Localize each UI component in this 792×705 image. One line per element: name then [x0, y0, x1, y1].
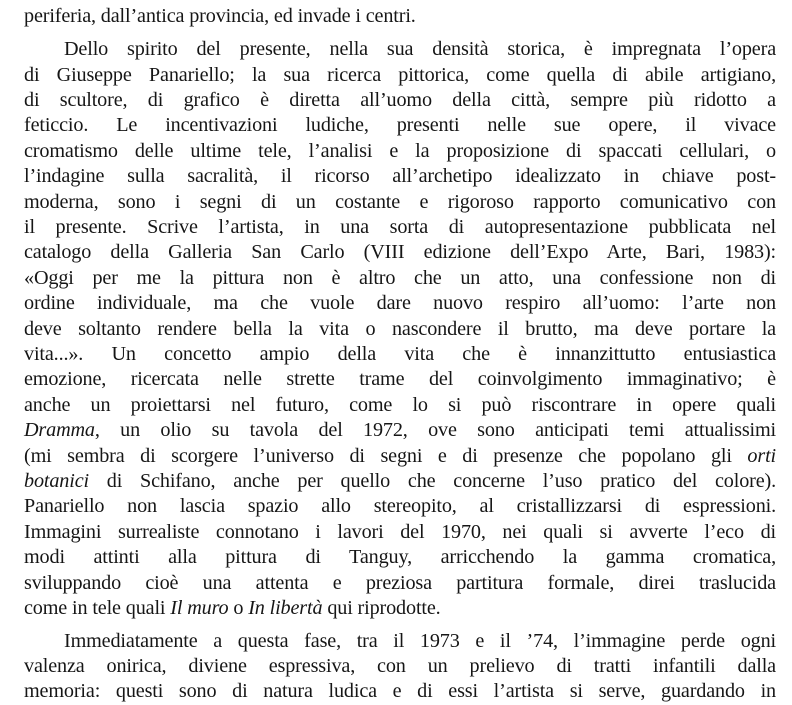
text-line: anche un proiettarsi nel futuro, come lo si può riscontrare in opere quali	[24, 394, 776, 416]
text-line: periferia, dall’antica provincia, ed invade i centri.	[24, 5, 416, 27]
text-run: qui riprodotte.	[322, 597, 441, 619]
text-line: deve soltanto rendere bella la vita o nascondere il brutto, ma deve portare la	[24, 318, 776, 340]
text-line: ordine individuale, ma che vuole dare nuovo respiro all’uomo: l’arte non	[24, 292, 776, 314]
text-line	[24, 594, 776, 622]
text-line: l’indagine sulla sacralità, il ricorso all’archetipo idealizzato in chiave post-	[24, 165, 776, 187]
text-run: o	[228, 597, 249, 619]
text-line	[24, 416, 776, 444]
text-line: Immediatamente a questa fase, tra il 1973 e il ’74, l’immagine perde ogni	[64, 630, 776, 652]
text-line: catalogo della Galleria San Carlo (VIII edizione dell’Expo Arte, Bari, 1983):	[24, 241, 776, 263]
text-run: (mi sembra di scorgere l’universo di segni e di presenze che popolano gli	[24, 445, 748, 467]
text-line: il presente. Scrive l’artista, in una sorta di autopresentazione pubblicata nel	[24, 216, 776, 238]
text-line: emozione, ricercata nelle strette trame del coinvolgimento immaginativo; è	[24, 368, 776, 390]
italic-title: Il muro	[170, 597, 229, 619]
text-run: di Schifano, anche per quello che concerne l’uso pratico del colore).	[88, 470, 776, 492]
text-line: Immagini surrealiste connotano i lavori del 1970, nei quali si avverte l’eco di	[24, 521, 776, 543]
text-line: cromatismo delle ultime tele, l’analisi e la proposizione di spaccati cellulari, o	[24, 140, 776, 162]
text-line: di Giuseppe Panariello; la sua ricerca pittorica, come quella di abile artigiano,	[24, 64, 776, 86]
text-line: vita...». Un concetto ampio della vita che è innanzittutto entusiastica	[24, 343, 776, 365]
text-line: Dello spirito del presente, nella sua densità storica, è impregnata l’opera	[64, 38, 776, 60]
text-run: , un olio su tavola del 1972, ove sono anticipati temi attualissimi	[94, 419, 776, 441]
text-line: di scultore, di grafico è diretta all’uomo della città, sempre più ridotto a	[24, 89, 776, 111]
text-line: memoria: questi sono di natura ludica e di essi l’artista si serve, guardando in	[24, 680, 776, 702]
text-run: come in tele quali	[24, 597, 171, 619]
text-line: «Oggi per me la pittura non è altro che un atto, una confessione non di	[24, 267, 776, 289]
italic-title: orti	[747, 445, 776, 467]
text-line: feticcio. Le incentivazioni ludiche, presenti nelle sue opere, il vivace	[24, 114, 776, 136]
text-line	[24, 467, 776, 495]
text-line: valenza onirica, diviene espressiva, con un prelievo di tratti infantili dalla	[24, 655, 776, 677]
text-line: modi attinti alla pittura di Tanguy, arricchendo la gamma cromatica,	[24, 546, 776, 568]
italic-title: In libertà	[248, 597, 323, 619]
text-line	[24, 442, 776, 470]
italic-title: botanici	[24, 470, 89, 492]
text-line: moderna, sono i segni di un costante e rigoroso rapporto comunicativo con	[24, 191, 776, 213]
text-line: Panariello non lascia spazio allo stereopito, al cristallizzarsi di espressioni.	[24, 495, 776, 517]
italic-title: Dramma	[24, 419, 95, 441]
text-line: sviluppando cioè una attenta e preziosa partitura formale, direi traslucida	[24, 572, 776, 594]
